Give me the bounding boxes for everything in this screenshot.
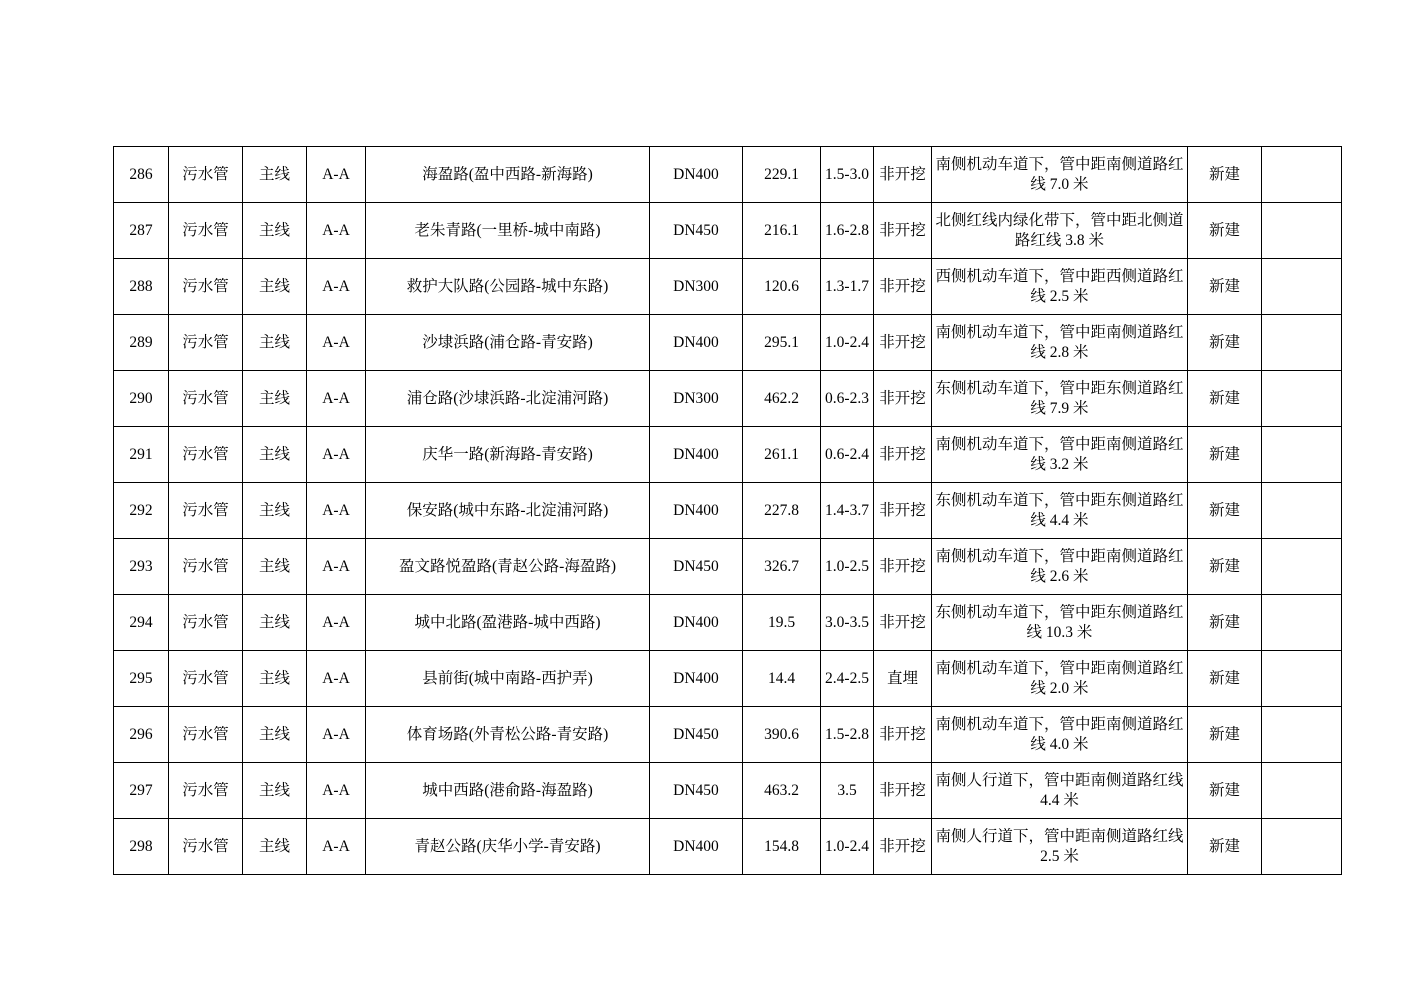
cell-section: A-A (307, 539, 366, 595)
cell-serial-number: 295 (114, 651, 169, 707)
cell-build-type: 新建 (1188, 427, 1262, 483)
cell-remark (1262, 651, 1342, 707)
cell-position: 北侧红线内绿化带下，管中距北侧道路红线 3.8 米 (932, 203, 1188, 259)
cell-pipe-type: 污水管 (169, 147, 243, 203)
cell-diameter: DN400 (650, 483, 743, 539)
cell-method: 非开挖 (874, 707, 932, 763)
cell-line-class: 主线 (243, 483, 307, 539)
cell-position: 南侧机动车道下，管中距南侧道路红线 2.6 米 (932, 539, 1188, 595)
cell-method: 直埋 (874, 651, 932, 707)
cell-remark (1262, 539, 1342, 595)
cell-diameter: DN450 (650, 763, 743, 819)
cell-length: 229.1 (743, 147, 821, 203)
table-row (114, 203, 1342, 259)
cell-remark (1262, 819, 1342, 875)
cell-diameter: DN400 (650, 819, 743, 875)
cell-remark (1262, 371, 1342, 427)
cell-remark (1262, 707, 1342, 763)
cell-diameter: DN450 (650, 707, 743, 763)
table-row (114, 707, 1342, 763)
cell-road-name: 盈文路悦盈路(青赵公路-海盈路) (366, 539, 650, 595)
cell-road-name: 沙埭浜路(浦仓路-青安路) (366, 315, 650, 371)
cell-serial-number: 293 (114, 539, 169, 595)
cell-build-type: 新建 (1188, 203, 1262, 259)
cell-line-class: 主线 (243, 371, 307, 427)
cell-position: 南侧人行道下，管中距南侧道路红线 4.4 米 (932, 763, 1188, 819)
cell-build-type: 新建 (1188, 147, 1262, 203)
cell-pipe-type: 污水管 (169, 651, 243, 707)
cell-build-type: 新建 (1188, 651, 1262, 707)
cell-length: 261.1 (743, 427, 821, 483)
cell-method: 非开挖 (874, 483, 932, 539)
cell-position: 西侧机动车道下，管中距西侧道路红线 2.5 米 (932, 259, 1188, 315)
cell-depth: 1.0-2.4 (821, 315, 874, 371)
cell-build-type: 新建 (1188, 595, 1262, 651)
cell-depth: 1.0-2.4 (821, 819, 874, 875)
cell-depth: 1.5-2.8 (821, 707, 874, 763)
cell-build-type: 新建 (1188, 315, 1262, 371)
cell-pipe-type: 污水管 (169, 315, 243, 371)
pipeline-table-container (113, 146, 1291, 875)
cell-length: 216.1 (743, 203, 821, 259)
cell-build-type: 新建 (1188, 707, 1262, 763)
cell-diameter: DN300 (650, 371, 743, 427)
cell-method: 非开挖 (874, 259, 932, 315)
cell-section: A-A (307, 763, 366, 819)
table-row (114, 427, 1342, 483)
cell-section: A-A (307, 427, 366, 483)
cell-method: 非开挖 (874, 539, 932, 595)
cell-build-type: 新建 (1188, 259, 1262, 315)
cell-diameter: DN400 (650, 315, 743, 371)
table-row (114, 483, 1342, 539)
cell-depth: 1.4-3.7 (821, 483, 874, 539)
cell-diameter: DN400 (650, 147, 743, 203)
cell-method: 非开挖 (874, 147, 932, 203)
cell-section: A-A (307, 651, 366, 707)
cell-line-class: 主线 (243, 595, 307, 651)
cell-section: A-A (307, 315, 366, 371)
cell-length: 463.2 (743, 763, 821, 819)
cell-pipe-type: 污水管 (169, 763, 243, 819)
cell-section: A-A (307, 259, 366, 315)
cell-remark (1262, 595, 1342, 651)
cell-pipe-type: 污水管 (169, 371, 243, 427)
cell-serial-number: 292 (114, 483, 169, 539)
cell-serial-number: 286 (114, 147, 169, 203)
cell-serial-number: 291 (114, 427, 169, 483)
cell-section: A-A (307, 483, 366, 539)
cell-road-name: 老朱青路(一里桥-城中南路) (366, 203, 650, 259)
cell-build-type: 新建 (1188, 371, 1262, 427)
cell-position: 南侧机动车道下，管中距南侧道路红线 7.0 米 (932, 147, 1188, 203)
cell-road-name: 县前街(城中南路-西护弄) (366, 651, 650, 707)
cell-section: A-A (307, 595, 366, 651)
cell-depth: 1.6-2.8 (821, 203, 874, 259)
cell-line-class: 主线 (243, 203, 307, 259)
cell-line-class: 主线 (243, 819, 307, 875)
cell-line-class: 主线 (243, 427, 307, 483)
pipeline-table (113, 146, 1342, 875)
cell-position: 东侧机动车道下，管中距东侧道路红线 4.4 米 (932, 483, 1188, 539)
cell-depth: 1.3-1.7 (821, 259, 874, 315)
cell-remark (1262, 763, 1342, 819)
table-row (114, 147, 1342, 203)
cell-remark (1262, 259, 1342, 315)
cell-depth: 2.4-2.5 (821, 651, 874, 707)
cell-line-class: 主线 (243, 259, 307, 315)
cell-length: 14.4 (743, 651, 821, 707)
table-row (114, 315, 1342, 371)
cell-road-name: 城中西路(港俞路-海盈路) (366, 763, 650, 819)
cell-line-class: 主线 (243, 315, 307, 371)
cell-position: 南侧机动车道下，管中距南侧道路红线 3.2 米 (932, 427, 1188, 483)
table-row (114, 595, 1342, 651)
cell-method: 非开挖 (874, 315, 932, 371)
cell-pipe-type: 污水管 (169, 707, 243, 763)
cell-method: 非开挖 (874, 819, 932, 875)
cell-remark (1262, 483, 1342, 539)
cell-length: 390.6 (743, 707, 821, 763)
cell-section: A-A (307, 371, 366, 427)
cell-pipe-type: 污水管 (169, 819, 243, 875)
cell-remark (1262, 203, 1342, 259)
cell-serial-number: 287 (114, 203, 169, 259)
cell-remark (1262, 315, 1342, 371)
cell-length: 19.5 (743, 595, 821, 651)
cell-depth: 3.5 (821, 763, 874, 819)
cell-method: 非开挖 (874, 427, 932, 483)
cell-serial-number: 296 (114, 707, 169, 763)
table-row (114, 763, 1342, 819)
cell-depth: 0.6-2.4 (821, 427, 874, 483)
cell-method: 非开挖 (874, 595, 932, 651)
cell-diameter: DN400 (650, 427, 743, 483)
table-row (114, 539, 1342, 595)
cell-pipe-type: 污水管 (169, 203, 243, 259)
cell-road-name: 城中北路(盈港路-城中西路) (366, 595, 650, 651)
cell-diameter: DN400 (650, 651, 743, 707)
table-row (114, 651, 1342, 707)
cell-build-type: 新建 (1188, 483, 1262, 539)
cell-position: 南侧机动车道下，管中距南侧道路红线 2.0 米 (932, 651, 1188, 707)
cell-build-type: 新建 (1188, 763, 1262, 819)
cell-method: 非开挖 (874, 763, 932, 819)
cell-serial-number: 288 (114, 259, 169, 315)
cell-depth: 1.5-3.0 (821, 147, 874, 203)
cell-length: 154.8 (743, 819, 821, 875)
cell-road-name: 体育场路(外青松公路-青安路) (366, 707, 650, 763)
cell-position: 东侧机动车道下，管中距东侧道路红线 10.3 米 (932, 595, 1188, 651)
table-row (114, 819, 1342, 875)
cell-section: A-A (307, 203, 366, 259)
cell-road-name: 庆华一路(新海路-青安路) (366, 427, 650, 483)
pipeline-table-body (114, 147, 1342, 875)
cell-line-class: 主线 (243, 147, 307, 203)
cell-road-name: 保安路(城中东路-北淀浦河路) (366, 483, 650, 539)
cell-position: 南侧机动车道下，管中距南侧道路红线 2.8 米 (932, 315, 1188, 371)
cell-length: 462.2 (743, 371, 821, 427)
cell-length: 120.6 (743, 259, 821, 315)
cell-remark (1262, 147, 1342, 203)
cell-build-type: 新建 (1188, 539, 1262, 595)
cell-length: 295.1 (743, 315, 821, 371)
cell-method: 非开挖 (874, 203, 932, 259)
cell-pipe-type: 污水管 (169, 595, 243, 651)
cell-remark (1262, 427, 1342, 483)
cell-line-class: 主线 (243, 707, 307, 763)
cell-section: A-A (307, 707, 366, 763)
cell-line-class: 主线 (243, 651, 307, 707)
cell-depth: 3.0-3.5 (821, 595, 874, 651)
cell-length: 227.8 (743, 483, 821, 539)
cell-diameter: DN450 (650, 539, 743, 595)
cell-pipe-type: 污水管 (169, 259, 243, 315)
cell-serial-number: 294 (114, 595, 169, 651)
table-row (114, 371, 1342, 427)
cell-length: 326.7 (743, 539, 821, 595)
cell-depth: 0.6-2.3 (821, 371, 874, 427)
cell-section: A-A (307, 147, 366, 203)
cell-position: 南侧人行道下，管中距南侧道路红线 2.5 米 (932, 819, 1188, 875)
cell-pipe-type: 污水管 (169, 539, 243, 595)
cell-section: A-A (307, 819, 366, 875)
cell-pipe-type: 污水管 (169, 483, 243, 539)
cell-serial-number: 290 (114, 371, 169, 427)
cell-build-type: 新建 (1188, 819, 1262, 875)
cell-serial-number: 297 (114, 763, 169, 819)
cell-diameter: DN300 (650, 259, 743, 315)
cell-line-class: 主线 (243, 539, 307, 595)
cell-method: 非开挖 (874, 371, 932, 427)
table-row (114, 259, 1342, 315)
cell-pipe-type: 污水管 (169, 427, 243, 483)
cell-road-name: 青赵公路(庆华小学-青安路) (366, 819, 650, 875)
cell-diameter: DN400 (650, 595, 743, 651)
cell-road-name: 浦仓路(沙埭浜路-北淀浦河路) (366, 371, 650, 427)
cell-position: 东侧机动车道下，管中距东侧道路红线 7.9 米 (932, 371, 1188, 427)
cell-depth: 1.0-2.5 (821, 539, 874, 595)
cell-serial-number: 289 (114, 315, 169, 371)
cell-road-name: 救护大队路(公园路-城中东路) (366, 259, 650, 315)
cell-line-class: 主线 (243, 763, 307, 819)
cell-diameter: DN450 (650, 203, 743, 259)
cell-road-name: 海盈路(盈中西路-新海路) (366, 147, 650, 203)
cell-position: 南侧机动车道下，管中距南侧道路红线 4.0 米 (932, 707, 1188, 763)
cell-serial-number: 298 (114, 819, 169, 875)
